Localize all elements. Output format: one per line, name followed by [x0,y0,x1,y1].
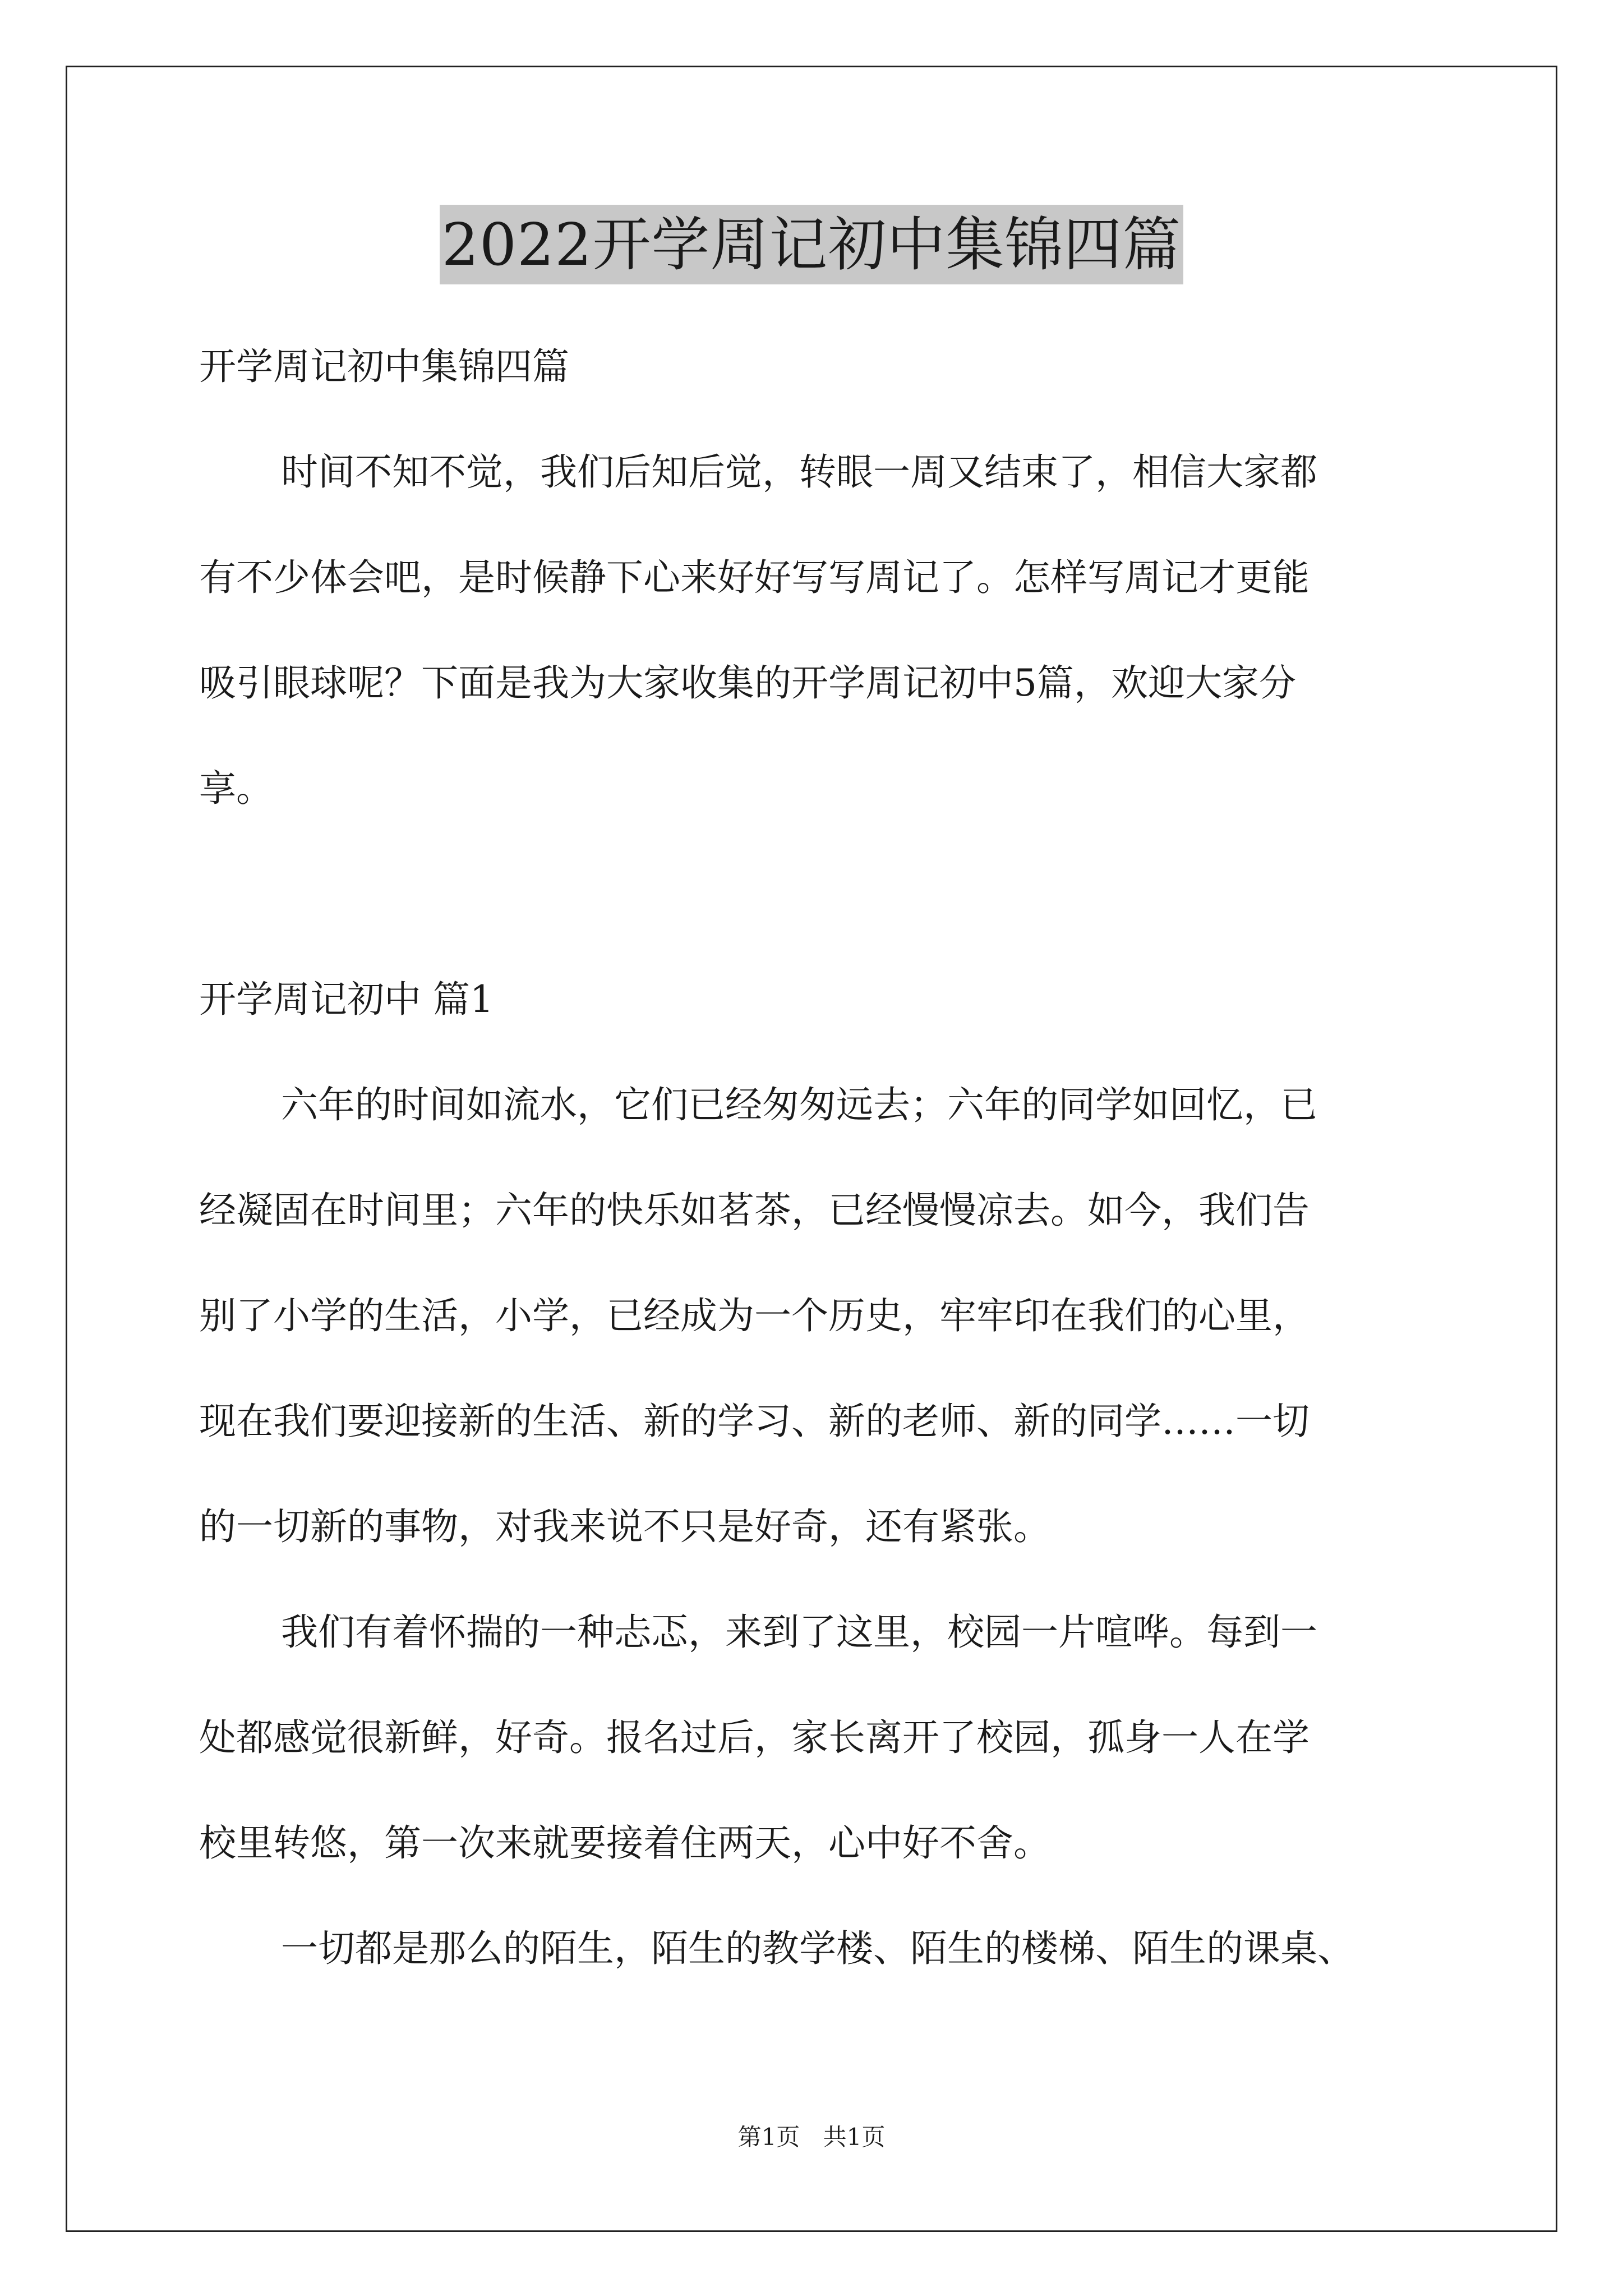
page-number: 第1页 [737,2123,800,2151]
paragraph-line: 现在我们要迎接新的生活、新的学习、新的老师、新的同学……一切 [199,1400,1310,1443]
paragraph-line: 我们有着怀揣的一种忐忑，来到了这里，校园一片喧哗。每到一 [281,1611,1317,1654]
paragraph-line: 经凝固在时间里；六年的快乐如茗茶，已经慢慢凉去。如今，我们告 [199,1189,1310,1232]
paragraph-line: 处都感觉很新鲜，好奇。报名过后，家长离开了校园，孤身一人在学 [199,1716,1310,1759]
title-container [0,205,1623,284]
document-title: 2022开学周记初中集锦四篇 [440,205,1184,284]
paragraph-line: 别了小学的生活，小学，已经成为一个历史，牢牢印在我们的心里， [199,1294,1310,1337]
intro-line: 时间不知不觉，我们后知后觉，转眼一周又结束了，相信大家都 [281,450,1317,494]
intro-line: 有不少体会吧，是时候静下心来好好写写周记了。怎样写周记才更能 [199,556,1310,599]
page-total: 共1页 [823,2123,886,2151]
paragraph-line: 一切都是那么的陌生，陌生的教学楼、陌生的楼梯、陌生的课桌、 [281,1927,1354,1970]
document-subtitle: 开学周记初中集锦四篇 [199,345,569,388]
document-body [199,314,1433,2001]
intro-line: 吸引眼球呢？下面是我为大家收集的开学周记初中5篇，欢迎大家分 [199,661,1296,705]
blank-line [199,841,1433,947]
page-footer [0,2120,1623,2154]
section-heading: 开学周记初中 篇1 [199,978,494,1021]
paragraph-line: 的一切新的事物，对我来说不只是好奇，还有紧张。 [199,1505,1050,1548]
intro-line: 享。 [199,767,273,810]
paragraph-line: 校里转悠，第一次来就要接着住两天，心中好不舍。 [199,1821,1050,1865]
paragraph-line: 六年的时间如流水，它们已经匆匆远去；六年的同学如回忆，已 [281,1083,1317,1126]
